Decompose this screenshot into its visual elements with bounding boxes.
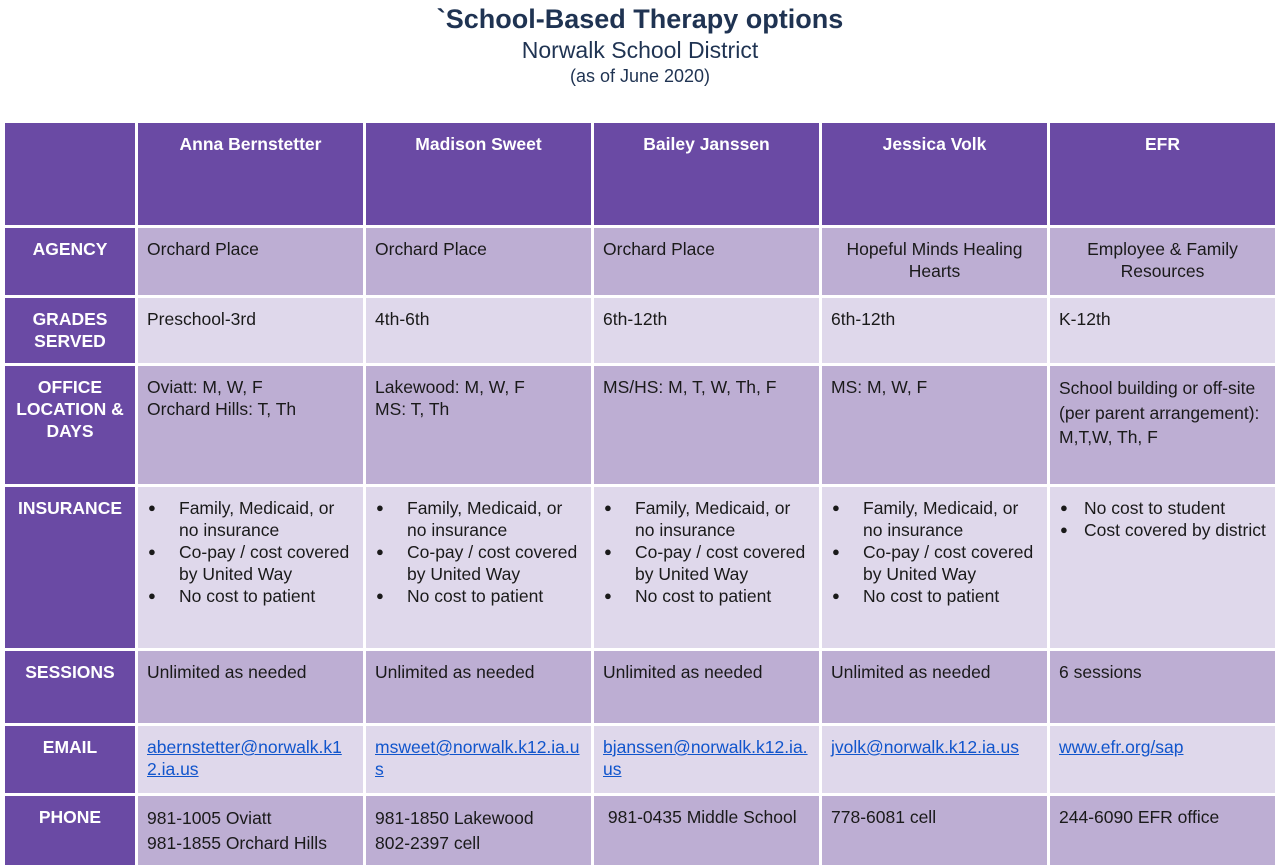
sessions-cell: Unlimited as needed [593,650,821,725]
row-label-agency: AGENCY [4,227,137,297]
list-item: ● Family, Medicaid, or no insurance [407,497,582,541]
column-header-anna-bernstetter: Anna Bernstetter [137,122,365,227]
list-item: ● Co-pay / cost covered by United Way [863,541,1038,585]
phone-line: 981-1850 Lakewood [375,808,534,828]
email-link-madison-sweet[interactable]: msweet@norwalk.k12.ia.us [375,737,580,779]
corner-cell [4,122,137,227]
office-line: MS: T, Th [375,399,450,419]
phone-line: 244-6090 EFR office [1059,807,1220,827]
insurance-list [375,497,582,607]
insurance-cell [137,486,365,650]
column-header-bailey-janssen: Bailey Janssen [593,122,821,227]
efr-website-link[interactable]: www.efr.org/sap [1059,737,1184,757]
row-label-sessions: SESSIONS [4,650,137,725]
sessions-row [4,650,1277,725]
agency-cell: Orchard Place [593,227,821,297]
row-label-office-location: OFFICE LOCATION & DAYS [4,365,137,486]
agency-cell: Orchard Place [137,227,365,297]
email-row [4,725,1277,795]
column-header-efr: EFR [1049,122,1277,227]
list-item: ● Cost covered by district [1084,519,1266,541]
list-item: ● Co-pay / cost covered by United Way [407,541,582,585]
sessions-cell: 6 sessions [1049,650,1277,725]
list-item: ● No cost to patient [407,585,582,607]
agency-row [4,227,1277,297]
insurance-cell [593,486,821,650]
insurance-cell [1049,486,1277,650]
sessions-cell: Unlimited as needed [821,650,1049,725]
list-item: ● No cost to student [1084,497,1266,519]
grades-cell: 4th-6th [365,297,593,365]
phone-row [4,795,1277,867]
email-link-jessica-volk[interactable]: jvolk@norwalk.k12.ia.us [831,737,1019,757]
email-cell [365,725,593,795]
table-header-row [4,122,1277,227]
agency-cell: Orchard Place [365,227,593,297]
phone-cell [821,795,1049,867]
list-item: ● Family, Medicaid, or no insurance [179,497,354,541]
grades-cell: K-12th [1049,297,1277,365]
page-title: `School-Based Therapy options [436,4,844,34]
therapy-options-table [2,120,1278,868]
office-cell [137,365,365,486]
insurance-list [831,497,1038,607]
office-cell [365,365,593,486]
list-item: ● No cost to patient [863,585,1038,607]
list-item: ● No cost to patient [635,585,810,607]
insurance-row [4,486,1277,650]
insurance-cell [365,486,593,650]
email-cell [1049,725,1277,795]
sessions-cell: Unlimited as needed [365,650,593,725]
insurance-list [603,497,810,607]
grades-cell: 6th-12th [821,297,1049,365]
grades-cell: 6th-12th [593,297,821,365]
phone-cell [593,795,821,867]
phone-line: 981-0435 Middle School [603,807,797,827]
list-item: ● Family, Medicaid, or no insurance [635,497,810,541]
row-label-phone: PHONE [4,795,137,867]
office-location-row [4,365,1277,486]
insurance-list [1059,497,1266,541]
email-link-anna-bernstetter[interactable]: abernstetter@norwalk.k12.ia.us [147,737,342,779]
office-line: MS: M, W, F [831,377,928,397]
office-line: Orchard Hills: T, Th [147,399,297,419]
sessions-cell: Unlimited as needed [137,650,365,725]
email-link-bailey-janssen[interactable]: bjanssen@norwalk.k12.ia.us [603,737,808,779]
agency-cell: Employee & Family Resources [1049,227,1277,297]
phone-line: 981-1855 Orchard Hills [147,832,327,853]
office-line: School building or off-site (per parent arrangement): M,T,W, Th, F [1059,378,1260,447]
office-cell [821,365,1049,486]
row-label-email: EMAIL [4,725,137,795]
page-subtitle: Norwalk School District [521,37,759,63]
phone-line: 802-2397 cell [375,832,481,853]
row-label-grades-served: GRADES SERVED [4,297,137,365]
phone-line: 981-1005 Oviatt [147,808,272,828]
office-cell [593,365,821,486]
insurance-cell [821,486,1049,650]
insurance-list [147,497,354,607]
column-header-jessica-volk: Jessica Volk [821,122,1049,227]
column-header-madison-sweet: Madison Sweet [365,122,593,227]
grades-cell: Preschool-3rd [137,297,365,365]
email-cell [821,725,1049,795]
document-header [0,0,1280,87]
phone-line: 778-6081 cell [831,807,937,827]
list-item: ● Co-pay / cost covered by United Way [635,541,810,585]
office-line: MS/HS: M, T, W, Th, F [603,377,777,397]
office-cell [1049,365,1277,486]
phone-cell [1049,795,1277,867]
as-of-date: (as of June 2020) [569,66,711,86]
phone-cell [365,795,593,867]
agency-cell: Hopeful Minds Healing Hearts [821,227,1049,297]
list-item: ● Family, Medicaid, or no insurance [863,497,1038,541]
email-cell [137,725,365,795]
office-line: Lakewood: M, W, F [375,377,525,397]
list-item: ● No cost to patient [179,585,354,607]
list-item: ● Co-pay / cost covered by United Way [179,541,354,585]
office-line: Oviatt: M, W, F [147,377,263,397]
phone-cell [137,795,365,867]
email-cell [593,725,821,795]
grades-row [4,297,1277,365]
row-label-insurance: INSURANCE [4,486,137,650]
